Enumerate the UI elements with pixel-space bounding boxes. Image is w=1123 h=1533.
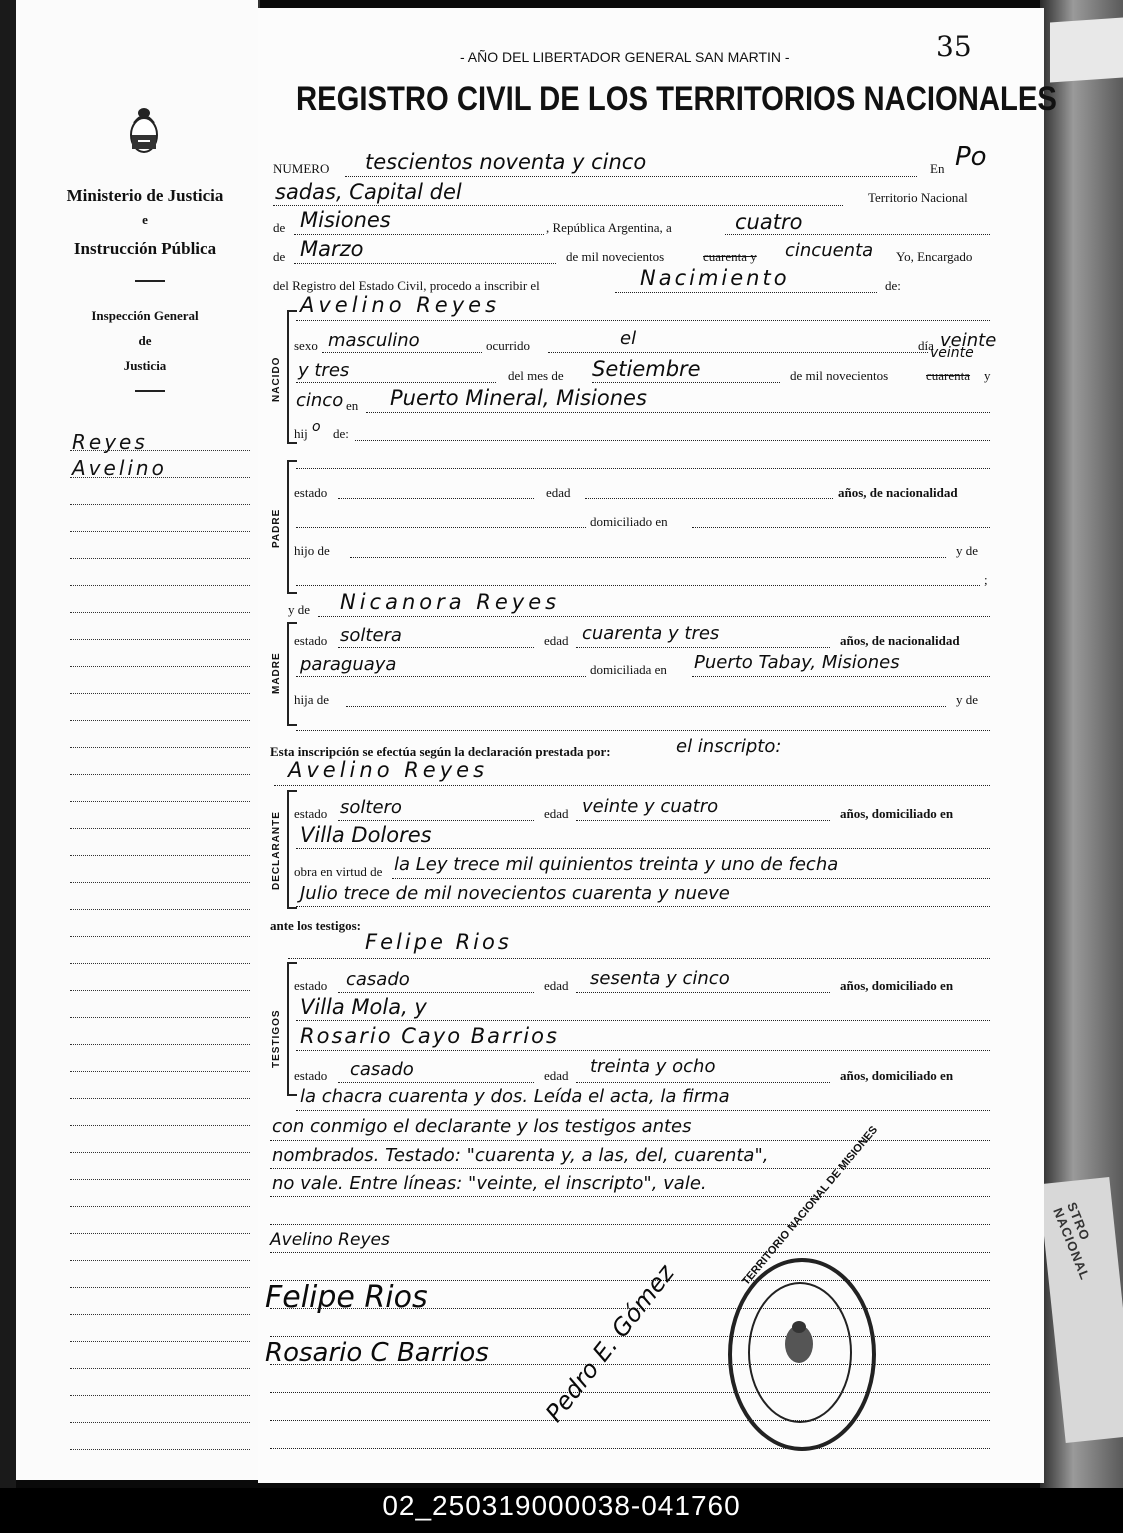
ministry-title-line2: e: [142, 212, 148, 227]
rule: [392, 878, 990, 879]
padre-semicolon: ;: [984, 572, 988, 587]
coat-of-arms-icon: [128, 105, 160, 155]
hijo-label: hij: [294, 426, 308, 441]
rule: [294, 234, 544, 235]
declarante-estado-value: soltero: [340, 797, 402, 818]
rule: [576, 647, 830, 648]
mes-label: del mes de: [508, 368, 564, 383]
margin-surname: Reyes: [72, 430, 148, 454]
sexo-value: masculino: [328, 330, 420, 351]
testigos-section-label: TESTIGOS: [271, 1009, 282, 1068]
dia-value-2: y tres: [298, 360, 350, 381]
place-value: sadas, Capital del: [275, 180, 462, 204]
rule: [270, 1224, 990, 1225]
scan-filename: 02_250319000038-041760: [382, 1490, 741, 1521]
rule: [366, 412, 990, 413]
rule: [270, 1392, 990, 1393]
rule: [576, 1082, 830, 1083]
republica-label: , República Argentina, a: [546, 220, 672, 235]
closing-line-1: la chacra cuarenta y dos. Leída el acta, la firma: [300, 1086, 730, 1107]
rule: [576, 992, 830, 993]
t2-estado-value: casado: [350, 1059, 414, 1080]
ministry-title-line3: Instrucción Pública: [73, 239, 217, 258]
padre-y-de-label: y de: [956, 543, 979, 558]
numero-value: tescientos noventa y cinco: [365, 150, 647, 174]
territory-value: Misiones: [300, 208, 391, 232]
madre-nacionalidad: paraguaya: [300, 654, 397, 675]
rule: [296, 1020, 990, 1021]
rule: [322, 352, 482, 353]
declarante-name: Avelino Reyes: [288, 758, 489, 782]
nacido-year-value-2: cinco: [296, 390, 344, 411]
signature-felipe: Felipe Rios: [265, 1280, 428, 1315]
madre-estado-value: soltera: [340, 625, 402, 646]
page-number: 35: [936, 30, 972, 63]
signature-official: Pedro E. Gómez: [540, 1259, 680, 1428]
rule: [355, 440, 990, 441]
year-value: cincuenta: [785, 240, 874, 261]
day-value: cuatro: [735, 210, 803, 234]
rule: [296, 1110, 990, 1111]
closing-line-3: nombrados. Testado: "cuarenta y, a las, del, cuarenta",: [272, 1145, 769, 1166]
padre-edad-label: edad: [546, 485, 571, 500]
rule: [270, 1252, 990, 1253]
declarante-edad-label: edad: [544, 806, 569, 821]
rule: [338, 1082, 534, 1083]
ocurrido-label: ocurrido: [486, 338, 531, 353]
rule: [270, 1168, 990, 1169]
nacido-year-insert: veinte: [930, 345, 974, 361]
rule: [296, 906, 990, 907]
nacido-year-label: de mil novecientos: [790, 368, 889, 383]
y-label: y: [984, 368, 991, 383]
t1-domicilio: Villa Mola, y: [300, 995, 427, 1019]
en-value-start: Po: [955, 142, 987, 172]
padre-hijo-label: hijo de: [294, 543, 330, 558]
declarante-section-label: DECLARANTE: [271, 811, 282, 890]
obra-value: la Ley trece mil quinientos treinta y uno de fecha: [394, 854, 839, 875]
t1-edad-label: edad: [544, 978, 569, 993]
nacido-name: Avelino Reyes: [300, 293, 501, 317]
rule: [296, 527, 586, 528]
de-label-2: de: [273, 249, 286, 264]
en-label: En: [930, 161, 945, 176]
stamp-emblem-icon: [782, 1318, 816, 1366]
t1-estado-value: casado: [346, 969, 410, 990]
adjacent-stamp-text: STRO NACIONAL: [1050, 1200, 1094, 1283]
declarante-anios-label: años, domiciliado en: [840, 806, 954, 821]
nacido-bracket: [287, 310, 297, 444]
testigo2-name: Rosario Cayo Barrios: [300, 1024, 559, 1048]
rule: [296, 320, 990, 321]
rule: [296, 848, 990, 849]
de-label: de: [273, 220, 286, 235]
inspection-line1: Inspección General: [91, 308, 199, 323]
obra-label: obra en virtud de: [294, 864, 383, 879]
t1-anios-label: años, domiciliado en: [840, 978, 954, 993]
closing-line-2: con conmigo el declarante y los testigos antes: [272, 1116, 692, 1137]
sexo-label: sexo: [294, 338, 318, 353]
madre-edad-value: cuarenta y tres: [582, 623, 720, 644]
rule: [296, 585, 980, 586]
closing-line-4: no vale. Entre líneas: "veinte, el inscripto", vale.: [272, 1173, 707, 1194]
ocurrido-value: el: [620, 328, 637, 349]
nacido-section-label: NACIDO: [271, 356, 282, 402]
registro-label: del Registro del Estado Civil, procedo a inscribir el: [273, 278, 540, 293]
rule: [615, 292, 877, 293]
signature-avelino: Avelino Reyes: [270, 1230, 390, 1250]
rule: [585, 498, 833, 499]
madre-domiciliada-label: domiciliada en: [590, 662, 667, 677]
inspection-line3: Justicia: [123, 358, 167, 373]
year-label: de mil novecientos: [566, 249, 665, 264]
year-motto: - AÑO DEL LIBERTADOR GENERAL SAN MARTIN -: [460, 49, 790, 65]
madre-anios-label: años, de nacionalidad: [840, 633, 960, 648]
rule: [350, 557, 946, 558]
rule: [296, 676, 586, 677]
rule: [338, 647, 534, 648]
declarante-edad-value: veinte y cuatro: [582, 796, 719, 817]
rule: [725, 234, 990, 235]
rule: [345, 176, 917, 177]
divider: [135, 280, 165, 282]
padre-section-label: PADRE: [271, 508, 282, 548]
rule: [273, 205, 843, 206]
testigo1-name: Felipe Rios: [365, 930, 512, 954]
act-value: Nacimiento: [640, 266, 790, 290]
declaracion-intro-label: Esta inscripción se efectúa según la declaración prestada por:: [270, 744, 611, 759]
nacido-year-struck: cuarenta: [926, 368, 971, 383]
t2-edad-value: treinta y ocho: [590, 1056, 716, 1077]
rule: [338, 992, 534, 993]
rule: [592, 382, 780, 383]
rule: [288, 958, 990, 959]
rule: [692, 676, 990, 677]
registry-title: REGISTRO CIVIL DE LOS TERRITORIOS NACIONALES: [296, 80, 1057, 118]
rule: [294, 263, 556, 264]
margin-given-name: Avelino: [72, 456, 167, 480]
ante-testigos-label: ante los testigos:: [270, 918, 361, 933]
madre-edad-label: edad: [544, 633, 569, 648]
declarante-domicilio: Villa Dolores: [300, 823, 432, 847]
madre-estado-label: estado: [294, 633, 328, 648]
de-colon-label: de:: [885, 278, 901, 293]
madre-domicilio: Puerto Tabay, Misiones: [694, 652, 900, 673]
madre-y-de-label-2: y de: [956, 692, 979, 707]
rule: [548, 352, 928, 353]
rule: [296, 1050, 990, 1051]
t2-estado-label: estado: [294, 1068, 328, 1083]
declarante-estado-label: estado: [294, 806, 328, 821]
nacido-en-label: en: [346, 398, 359, 413]
year-struck: cuarenta y: [703, 249, 757, 264]
padre-anios-label: años, de nacionalidad: [838, 485, 958, 500]
obra-value-2: Julio trece de mil novecientos cuarenta y nueve: [300, 883, 730, 904]
margin-ruled-lines: [70, 424, 250, 1450]
rule: [270, 1448, 990, 1449]
rule: [296, 730, 990, 731]
stamp-text: TERRITORIO NACIONAL DE MISIONES: [740, 1123, 881, 1288]
padre-estado-label: estado: [294, 485, 328, 500]
rule: [274, 785, 990, 786]
scanner-left-edge: [0, 0, 16, 1490]
t1-estado-label: estado: [294, 978, 328, 993]
padre-domiciliado-label: domiciliado en: [590, 514, 668, 529]
adjacent-page-slip: [1050, 17, 1123, 82]
rule: [318, 616, 990, 617]
rule: [576, 820, 830, 821]
hijo-de-label: de:: [333, 426, 349, 441]
madre-hija-label: hija de: [294, 692, 330, 707]
rule: [296, 468, 990, 469]
divider: [135, 390, 165, 392]
rule: [338, 820, 534, 821]
rule: [346, 706, 946, 707]
ministry-title-line1: Ministerio de Justicia: [66, 186, 224, 205]
t1-edad-value: sesenta y cinco: [590, 968, 730, 989]
t2-anios-label: años, domiciliado en: [840, 1068, 954, 1083]
madre-name: Nicanora Reyes: [340, 590, 561, 614]
madre-y-de-label: y de: [288, 602, 311, 617]
numero-label: NUMERO: [273, 161, 330, 176]
inspection-line2: de: [138, 333, 152, 348]
mes-value: Setiembre: [592, 357, 701, 381]
declaracion-intro-value: el inscripto:: [676, 736, 782, 757]
rule: [270, 1140, 990, 1141]
madre-section-label: MADRE: [271, 652, 282, 694]
dia-value: veinte: [940, 330, 997, 351]
t2-edad-label: edad: [544, 1068, 569, 1083]
yo-encargado-label: Yo, Encargado: [896, 249, 973, 264]
rule: [296, 382, 496, 383]
rule: [338, 498, 534, 499]
month-value: Marzo: [300, 237, 364, 261]
rule: [270, 1196, 990, 1197]
rule: [270, 1420, 990, 1421]
hijo-suffix: o: [312, 419, 321, 435]
signature-rosario: Rosario C Barrios: [265, 1338, 489, 1368]
dia-label: día: [918, 338, 934, 353]
nacido-place: Puerto Mineral, Misiones: [390, 386, 647, 410]
rule: [692, 527, 990, 528]
territorio-label: Territorio Nacional: [868, 190, 968, 205]
